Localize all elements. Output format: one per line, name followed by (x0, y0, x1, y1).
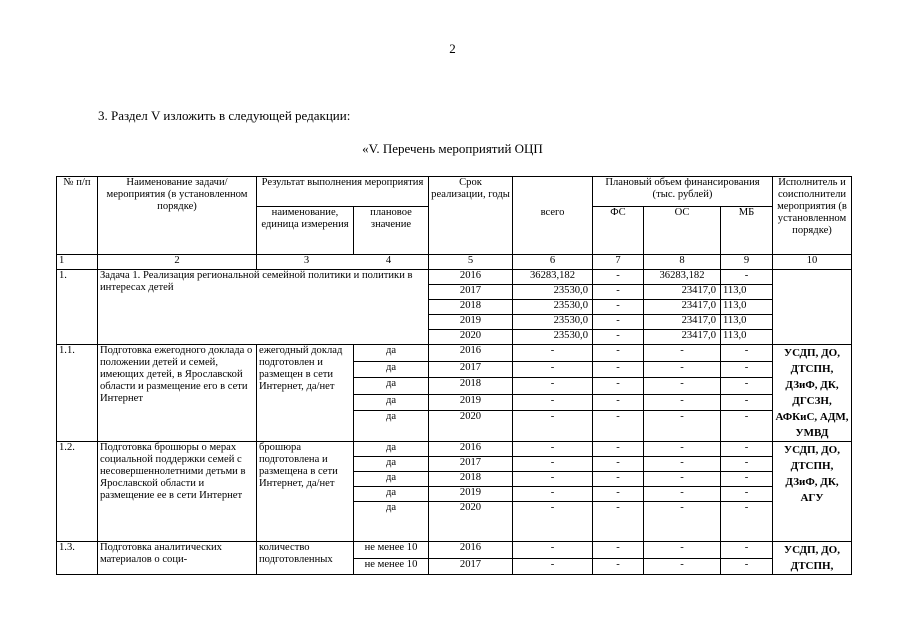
year-cell: 2016 (429, 345, 513, 362)
year-cell: 2019 (429, 315, 513, 330)
task1-name: Задача 1. Реализация региональной семейной политики и политики в интересах детей (98, 270, 429, 345)
item11-result: ежегодный доклад подготовлен и размещен в сети Интернет, да/нет (257, 345, 354, 442)
os-cell: - (644, 361, 721, 378)
fs-cell: - (593, 487, 644, 502)
header-financing-spacer (513, 177, 593, 207)
col-number: 2 (98, 255, 257, 270)
item13-name: Подготовка аналитических материалов о соци- (98, 542, 257, 575)
total-cell: 36283,182 (513, 270, 593, 285)
column-number-row (57, 255, 852, 270)
plan-cell: да (354, 472, 429, 487)
year-cell: 2020 (429, 330, 513, 345)
mb-cell: - (721, 472, 773, 487)
total-cell: - (513, 361, 593, 378)
os-cell: - (644, 558, 721, 575)
item12-name: Подготовка брошюры о мерах социальной поддержки семей с несовершеннолетними детьми в Ярославской области и размещение ее в сети Интернет (98, 442, 257, 542)
header-result-plan: плановое значение (354, 207, 429, 255)
year-cell: 2020 (429, 502, 513, 542)
plan-cell: не менее 10 (354, 558, 429, 575)
fs-cell: - (593, 502, 644, 542)
item12-num: 1.2. (57, 442, 98, 542)
col-number-3: 3 (303, 255, 310, 266)
total-cell: - (513, 411, 593, 442)
year-cell: 2016 (429, 442, 513, 457)
section-title: «V. Перечень мероприятий ОЦП (362, 141, 543, 156)
fs-cell: - (593, 285, 644, 300)
year-cell: 2019 (429, 394, 513, 411)
year-cell: 2020 (429, 411, 513, 442)
total-cell: - (513, 345, 593, 362)
plan-cell: да (354, 502, 429, 542)
mb-cell: - (721, 378, 773, 395)
col-number: 1 (57, 255, 98, 270)
header-name: Наименование задачи/мероприятия (в установленном порядке) (98, 177, 257, 255)
plan-cell: да (354, 411, 429, 442)
plan-cell: да (354, 394, 429, 411)
os-cell: 23417,0 (644, 285, 721, 300)
fs-cell: - (593, 330, 644, 345)
table-row (57, 442, 852, 457)
fs-cell: - (593, 394, 644, 411)
os-cell: - (644, 411, 721, 442)
total-cell: 23530,0 (513, 285, 593, 300)
total-cell: - (513, 502, 593, 542)
year-cell: 2016 (429, 542, 513, 559)
plan-cell: да (354, 345, 429, 362)
plan-cell: да (354, 442, 429, 457)
task1-num: 1. (57, 270, 98, 345)
year-cell: 2016 (429, 270, 513, 285)
fs-cell: - (593, 315, 644, 330)
header-executor: Исполнитель и соисполнители мероприятия (в установленном порядке) (773, 177, 852, 255)
col-number: 8 (644, 255, 721, 270)
year-cell: 2018 (429, 472, 513, 487)
os-cell: - (644, 502, 721, 542)
total-cell: 23530,0 (513, 330, 593, 345)
item13-executor: УСДП, ДО, ДТСПН, (773, 542, 852, 575)
os-cell: 23417,0 (644, 330, 721, 345)
header-os: ОС (644, 207, 721, 255)
fs-cell: - (593, 270, 644, 285)
fs-cell: - (593, 300, 644, 315)
col-number: 7 (593, 255, 644, 270)
item12-result: брошюра подготовлена и размещена в сети Интернет, да/нет (257, 442, 354, 542)
fs-cell: - (593, 472, 644, 487)
mb-cell: - (721, 345, 773, 362)
mb-cell: - (721, 558, 773, 575)
header-fs: ФС (593, 207, 644, 255)
fs-cell: - (593, 361, 644, 378)
year-cell: 2017 (429, 285, 513, 300)
year-cell: 2018 (429, 378, 513, 395)
year-cell: 2017 (429, 361, 513, 378)
mb-cell: - (721, 411, 773, 442)
os-cell: - (644, 542, 721, 559)
fs-cell: - (593, 411, 644, 442)
os-cell: - (644, 457, 721, 472)
os-cell: - (644, 487, 721, 502)
os-cell: 23417,0 (644, 300, 721, 315)
header-financing: Плановый объем финансирования (тыс. рублей) (593, 177, 773, 207)
col-number: 6 (513, 255, 593, 270)
header-term: Срок реализации, годы (429, 177, 513, 255)
intro-text: 3. Раздел V изложить в следующей редакции: (98, 108, 351, 123)
mb-cell: - (721, 487, 773, 502)
plan-cell: да (354, 487, 429, 502)
item11-name: Подготовка ежегодного доклада о положении детей и семей, имеющих детей, в Ярославской области и размещение его в сети Интернет (98, 345, 257, 442)
total-cell: - (513, 558, 593, 575)
fs-cell: - (593, 442, 644, 457)
plan-cell: да (354, 378, 429, 395)
activities-table (56, 176, 852, 575)
header-num: № п/п (57, 177, 98, 255)
item12-executor: УСДП, ДО, ДТСПН, ДЗиФ, ДК, АГУ (773, 442, 852, 542)
mb-cell: 113,0 (721, 300, 773, 315)
task1-executor (773, 270, 852, 345)
item11-executor: УСДП, ДО, ДТСПН, ДЗиФ, ДК, ДГСЗН, АФКиС, АДМ, УМВД (773, 345, 852, 442)
mb-cell: 113,0 (721, 285, 773, 300)
fs-cell: - (593, 378, 644, 395)
mb-cell: - (721, 361, 773, 378)
os-cell: - (644, 394, 721, 411)
os-cell: 23417,0 (644, 315, 721, 330)
header-mb: МБ (721, 207, 773, 255)
total-cell: 23530,0 (513, 300, 593, 315)
mb-cell: 113,0 (721, 330, 773, 345)
os-cell: - (644, 345, 721, 362)
plan-cell: не менее 10 (354, 542, 429, 559)
total-cell: - (513, 472, 593, 487)
mb-cell: - (721, 502, 773, 542)
col-number (257, 255, 429, 270)
year-cell: 2017 (429, 558, 513, 575)
os-cell: - (644, 442, 721, 457)
total-cell: - (513, 378, 593, 395)
fs-cell: - (593, 345, 644, 362)
fs-cell: - (593, 558, 644, 575)
mb-cell: - (721, 270, 773, 285)
year-cell: 2017 (429, 457, 513, 472)
plan-cell: да (354, 457, 429, 472)
col-number-4: 4 (385, 255, 392, 266)
header-total: всего (513, 207, 593, 255)
mb-cell: - (721, 394, 773, 411)
col-number: 5 (429, 255, 513, 270)
total-cell: 23530,0 (513, 315, 593, 330)
item13-result: количество подготовленных (257, 542, 354, 575)
mb-cell: - (721, 457, 773, 472)
total-cell: - (513, 487, 593, 502)
os-cell: - (644, 378, 721, 395)
os-cell: - (644, 472, 721, 487)
item11-num: 1.1. (57, 345, 98, 442)
table-row (57, 270, 852, 285)
item13-num: 1.3. (57, 542, 98, 575)
col-number: 10 (773, 255, 852, 270)
os-cell: 36283,182 (644, 270, 721, 285)
page-number: 2 (449, 41, 456, 56)
fs-cell: - (593, 457, 644, 472)
year-cell: 2019 (429, 487, 513, 502)
header-result: Результат выполнения мероприятия (257, 177, 429, 207)
mb-cell: 113,0 (721, 315, 773, 330)
mb-cell: - (721, 442, 773, 457)
mb-cell: - (721, 542, 773, 559)
table-row (57, 542, 852, 559)
total-cell: - (513, 442, 593, 457)
total-cell: - (513, 542, 593, 559)
total-cell: - (513, 394, 593, 411)
col-number: 9 (721, 255, 773, 270)
total-cell: - (513, 457, 593, 472)
fs-cell: - (593, 542, 644, 559)
header-result-name: наименование, единица измерения (257, 207, 354, 255)
plan-cell: да (354, 361, 429, 378)
year-cell: 2018 (429, 300, 513, 315)
table-row (57, 345, 852, 362)
